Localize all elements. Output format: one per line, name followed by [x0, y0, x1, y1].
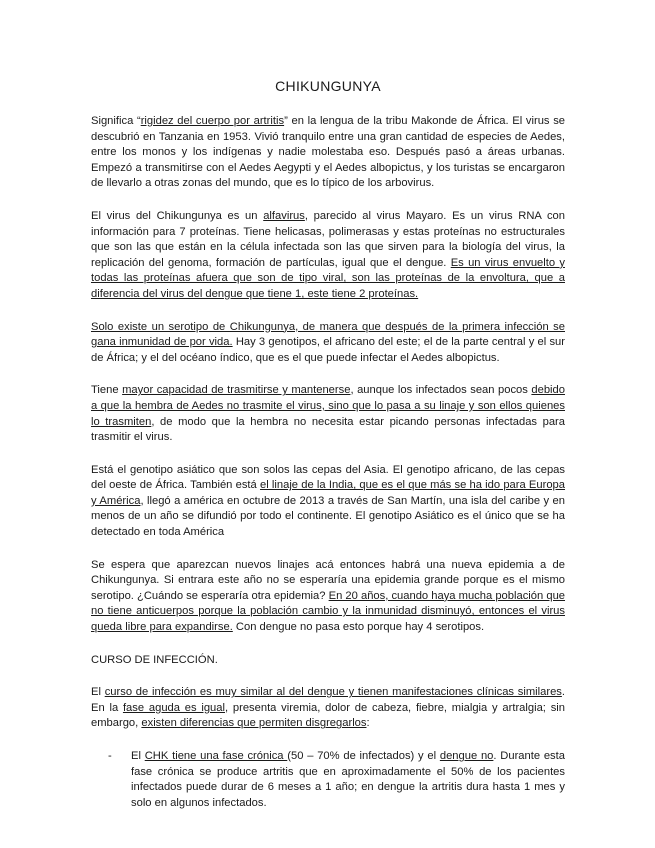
- p3-text-b: Hay 3 genotipos, el africano del este; el de la parte central y el sur de África; y el del océano índico, que es el que puede infectar el Aedes albopictus.: [91, 336, 565, 364]
- bullet-list: [91, 749, 565, 811]
- p7-underlined-diferencias: existen diferencias que permiten disgregarlos: [141, 717, 367, 730]
- p4-text-e: , de modo que la hembra no necesita estar picando personas infectadas para trasmitir el virus.: [91, 415, 565, 444]
- p2-underlined-envuelto: Es un virus envuelto y todas las proteínas afuera que son de tipo viral, son las proteínas de la envoltura, que a diferencia del virus del dengue que tiene 1, este tiene 2 proteínas.: [91, 256, 565, 300]
- p2-text-c: , parecido al virus Mayaro. Es un virus RNA con información para 7 proteínas. Tiene helicasas, polimerasas y estas proteínas no estructurales que son las que están en la célula infectada son las que sirven para la biología del virus, la replicación del genoma, formación de partículas, igual que el dengue.: [91, 209, 565, 269]
- paragraph-virus-description: [91, 209, 565, 303]
- section-heading-curso: CURSO DE INFECCIÓN.: [91, 653, 218, 666]
- p5-text-a: Está el genotipo asiático que son solos las cepas del Asia. El genotipo africano, de las cepas del oeste de África. También está: [91, 463, 565, 492]
- p4-text-c: , aunque los infectados sean pocos: [350, 384, 532, 397]
- p5-underlined-linaje: el linaje de la India, que es el que más se ha ido para Europa y América: [91, 479, 566, 507]
- b1-text-e: . Durante esta fase crónica se produce artritis que en aproximadamente el 50% de los pacientes infectados puede durar de 6 meses a 1 año; en dengue la artritis dura hasta 1 mes y solo en algunos infectados.: [131, 750, 565, 809]
- p7-underlined-fase-aguda: fase aguda es igual: [122, 701, 225, 714]
- paragraph-infection-course: [91, 685, 565, 732]
- document-title: CHIKUNGUNYA: [275, 78, 381, 94]
- p4-underlined-hembra: debido a que la hembra de Aedes no trasmite el virus, sino que lo pasa a su linaje y son ellos quienes lo trasmiten: [91, 384, 565, 428]
- b1-underlined-chk: CHK tiene una fase crónica: [144, 750, 288, 762]
- p7-underlined-curso: curso de infección es muy similar al del dengue y tienen manifestaciones clínicas similares: [104, 686, 562, 699]
- p6-underlined-20-anos: En 20 años, cuando haya mucha población que no tiene anticuerpos porque la población cambio y la inmunidad disminuyó, entonces el virus queda libre para expandirse.: [91, 589, 566, 634]
- p7-text-a: El: [91, 686, 105, 699]
- p4-underlined-capacidad: mayor capacidad de trasmitirse y mantenerse: [122, 384, 351, 397]
- dash-bullet-icon: -: [108, 750, 112, 762]
- p1-text-c: ” en la lengua de la tribu Makonde de África. El virus se descubrió en Tanzania en 1953. Vivió tranquilo entre una gran cantidad de especies de Aedes, entre los monos y los indígenas y nadie molestaba eso. Después pasó a áreas urbanas. Empezó a transmitirse con el Aedes Aegypti y el Aedes albopictus, y los turistas se encargaron de llevarlo a otras zonas del mundo, que es lo típico de los arbovirus.: [91, 115, 566, 190]
- list-item: [91, 749, 565, 811]
- paragraph-serotype: [91, 320, 565, 367]
- p2-text-a: El virus del Chikungunya es un: [91, 209, 264, 222]
- p1-text-a: Significa “: [91, 115, 141, 127]
- p6-text-a: Se espera que aparezcan nuevos linajes acá entonces habrá una nueva epidemia a de Chikungunya. Si entrara este año no se esperaría una epidemia grande porque es el mismo serotipo. ¿Cuándo se esperaría otra epidemia?: [91, 558, 565, 602]
- paragraph-genotypes: [91, 463, 565, 541]
- p3-underlined-serotipo: Solo existe un serotipo de Chikungunya, de manera que después de la primera infección se gana inmunidad de por vida.: [91, 320, 565, 349]
- p7-text-e: , presenta viremia, dolor de cabeza, fiebre, mialgia y artralgia; sin embargo,: [91, 701, 565, 730]
- p1-underlined-rigidez: rigidez del cuerpo por artritis: [140, 115, 285, 127]
- p7-text-c: . En la: [91, 686, 566, 714]
- paragraph-transmission: [91, 383, 565, 445]
- p5-text-c: , llegó a américa en octubre de 2013 a través de San Martín, una isla del caribe y en menos de un año se difundió por todo el continente. El genotipo Asiático es el único que se ha detectado en toda América: [91, 494, 565, 539]
- p2-underlined-alfavirus: alfavirus: [263, 209, 305, 222]
- paragraph-meaning: [91, 114, 565, 192]
- paragraph-epidemic: [91, 558, 565, 636]
- p6-text-c: Con dengue no pasa esto porque hay 4 serotipos.: [232, 621, 485, 634]
- b1-text-c: (50 – 70% de infectados) y el: [287, 750, 440, 762]
- p7-text-g: :: [366, 717, 370, 730]
- b1-underlined-dengue-no: dengue no: [439, 750, 494, 762]
- p4-text-a: Tiene: [91, 384, 123, 397]
- b1-text-a: El: [131, 750, 145, 762]
